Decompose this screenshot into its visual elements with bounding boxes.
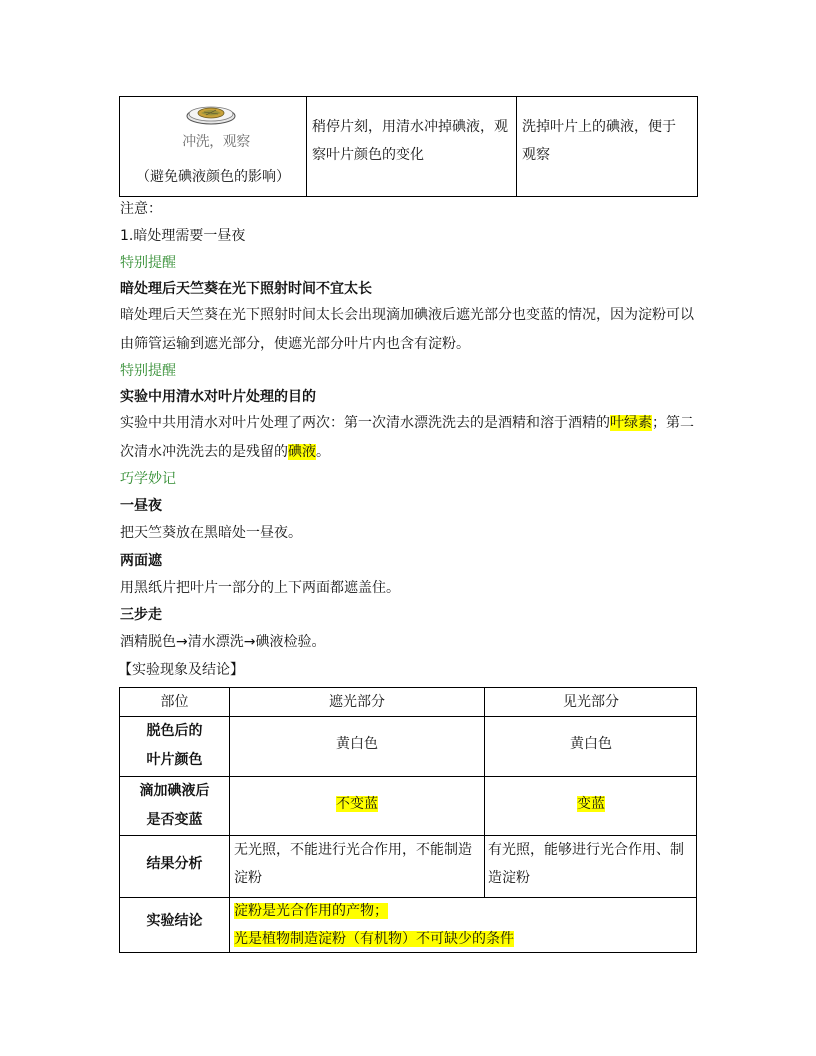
table-cell: 黄白色 (336, 736, 378, 752)
row-label: 实验结论 (146, 913, 203, 929)
table-cell-line: 淀粉 (234, 870, 262, 886)
row-label (120, 716, 229, 775)
step-note: （避免碘液颜色的影响） (136, 169, 290, 185)
table-cell-line: 有光照，能够进行光合作用、制 (488, 842, 684, 858)
row-label-line: 叶片颜色 (146, 752, 203, 768)
mnemonic-label: 巧学妙记 (120, 471, 176, 487)
row-label-line: 是否变蓝 (146, 812, 203, 828)
text-run: 次清水冲洗洗去的是残留的 (120, 444, 288, 460)
results-table (119, 687, 697, 953)
text-run: 。 (316, 444, 330, 460)
step-description (312, 113, 512, 169)
tip-body-line: 暗处理后天竺葵在光下照射时间太长会出现滴加碘液后遮光部分也变蓝的情况，因为淀粉可以 (120, 307, 694, 323)
step-purpose (522, 113, 694, 169)
table-cell: 黄白色 (570, 736, 612, 752)
table-divider (229, 688, 230, 952)
notes-item: 1.暗处理需要一昼夜 (120, 228, 246, 244)
table-cell (234, 836, 484, 892)
tip-body-line (120, 438, 700, 467)
table-cell-line: 无光照，不能进行光合作用，不能制造 (234, 842, 472, 858)
table-header: 见光部分 (563, 694, 619, 710)
tip-body (120, 409, 700, 467)
mnemonic-heading: 三步走 (120, 607, 162, 623)
table-divider (516, 97, 517, 196)
table-cell (230, 790, 484, 818)
step-purpose-line: 洗掉叶片上的碘液，便于 (522, 119, 676, 135)
tip-label: 特别提醒 (120, 255, 176, 271)
table-header: 部位 (160, 694, 189, 710)
highlighted-term: 淀粉是光合作用的产物； (234, 903, 388, 919)
tip-body-line (120, 409, 700, 438)
row-label (120, 776, 229, 835)
tip-body (120, 301, 700, 359)
highlighted-term: 光是植物制造淀粉（有机物）不可缺少的条件 (234, 931, 514, 947)
tip-label: 特别提醒 (120, 363, 176, 379)
text-run: ；第二 (652, 415, 694, 431)
mnemonic-text: 酒精脱色→清水漂洗→碘液检验。 (120, 634, 326, 650)
illustration-caption: 冲洗，观察 (182, 134, 250, 150)
highlighted-term: 碘液 (288, 444, 316, 460)
table-cell (485, 790, 697, 818)
step-description-line: 察叶片颜色的变化 (312, 147, 424, 163)
table-divider (306, 97, 307, 196)
petri-dish-illustration (186, 103, 236, 125)
results-heading: 【实验现象及结论】 (118, 662, 244, 678)
mnemonic-text: 用黑纸片把叶片一部分的上下两面都遮盖住。 (120, 580, 400, 596)
mnemonic-heading: 两面遮 (120, 553, 162, 569)
row-label: 结果分析 (146, 856, 203, 872)
notes-heading: 注意： (120, 201, 162, 217)
highlighted-term: 叶绿素 (610, 415, 652, 431)
highlighted-term: 不变蓝 (336, 796, 378, 812)
step-purpose-line: 观察 (522, 147, 550, 163)
step-description-line: 稍停片刻，用清水冲掉碘液，观 (312, 119, 508, 135)
tip-title: 暗处理后天竺葵在光下照射时间不宜太长 (120, 281, 372, 297)
highlighted-term: 变蓝 (577, 796, 605, 812)
text-run: 实验中共用清水对叶片处理了两次：第一次清水漂洗洗去的是酒精和溶于酒精的 (120, 415, 610, 431)
table-header: 遮光部分 (329, 694, 385, 710)
table-cell-line: 造淀粉 (488, 870, 530, 886)
tip-title: 实验中用清水对叶片处理的目的 (120, 389, 316, 405)
tip-body-line: 由筛管运输到遮光部分，使遮光部分叶片内也含有淀粉。 (120, 336, 470, 352)
mnemonic-heading: 一昼夜 (120, 498, 162, 514)
row-label-line: 脱色后的 (146, 723, 203, 739)
row-label-line: 滴加碘液后 (139, 783, 210, 799)
table-cell (234, 897, 694, 953)
table-cell (488, 836, 696, 892)
mnemonic-text: 把天竺葵放在黑暗处一昼夜。 (120, 525, 302, 541)
